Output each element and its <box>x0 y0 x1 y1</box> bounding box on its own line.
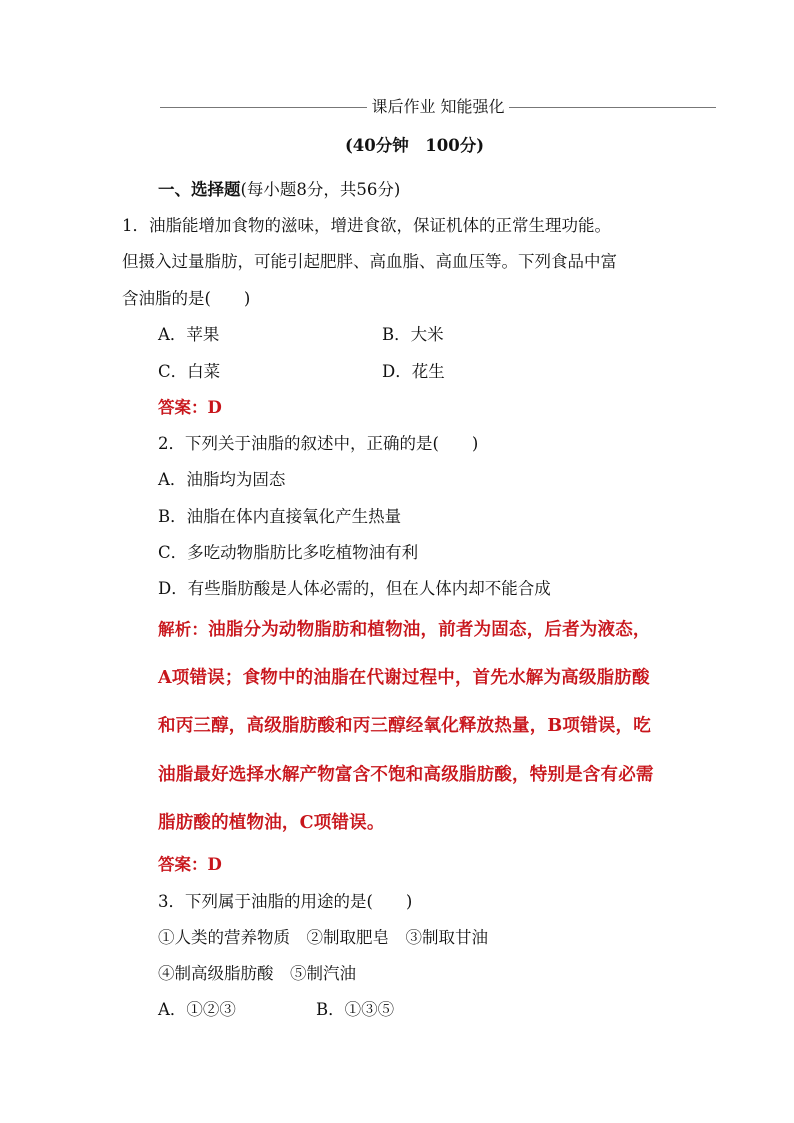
q3-items-line-2: ④制高级脂肪酸 ⑤制汽油 <box>158 964 356 983</box>
q1-option-d: D．花生 <box>382 362 445 381</box>
q2-analysis-line-2: A项错误；食物中的油脂在代谢过程中，首先水解为高级脂肪酸 <box>158 668 650 688</box>
q1-answer <box>158 397 222 419</box>
q3-option-a: A．①②③ <box>158 1000 236 1019</box>
section-title-row <box>158 179 400 201</box>
q2-analysis-line-3: 和丙三醇，高级脂肪酸和丙三醇经氧化释放热量，B项错误，吃 <box>158 716 651 736</box>
q3-stem: 3．下列属于油脂的用途的是( ) <box>158 892 413 911</box>
q2-answer-label: 答案： <box>158 855 208 874</box>
q2-analysis-text-1: 油脂分为动物脂肪和植物油，前者为固态，后者为液态， <box>208 620 651 640</box>
q1-line-1: 1．油脂能增加食物的滋味，增进食欲，保证机体的正常生理功能。 <box>122 216 611 235</box>
q2-analysis-line-1 <box>158 619 651 641</box>
q1-line-2: 但摄入过量脂肪，可能引起肥胖、高血脂、高血压等。下列食品中富 <box>122 252 617 271</box>
header-title: 课后作业 知能强化 <box>371 97 505 116</box>
q2-option-d: D．有些脂肪酸是人体必需的，但在人体内却不能合成 <box>158 579 551 598</box>
header-rule-right <box>509 107 716 108</box>
q2-analysis-line-4: 油脂最好选择水解产物富含不饱和高级脂肪酸，特别是含有必需 <box>158 765 654 785</box>
q1-line-3: 含油脂的是( ) <box>122 289 251 308</box>
time-score: (40分钟 100分) <box>345 136 485 155</box>
section-note: (每小题8分，共56分) <box>240 180 401 199</box>
q2-analysis-line-5: 脂肪酸的植物油，C项错误。 <box>158 813 385 833</box>
section-title: 一、选择题 <box>158 180 241 199</box>
q2-option-b: B．油脂在体内直接氧化产生热量 <box>158 507 402 526</box>
q1-option-b: B．大米 <box>382 325 444 344</box>
page-header <box>160 96 716 118</box>
q1-answer-label: 答案： <box>158 398 208 417</box>
q2-option-a: A．油脂均为固态 <box>158 470 286 489</box>
header-rule-left <box>160 107 367 108</box>
q2-analysis-label: 解析： <box>158 620 209 639</box>
q1-option-c: C．白菜 <box>158 362 221 381</box>
q2-answer-value: D <box>207 855 222 874</box>
q2-answer <box>158 854 222 876</box>
q1-answer-value: D <box>207 398 222 417</box>
q3-items-line-1: ①人类的营养物质 ②制取肥皂 ③制取甘油 <box>158 928 488 947</box>
q1-option-a: A．苹果 <box>158 325 220 344</box>
q2-option-c: C．多吃动物脂肪比多吃植物油有利 <box>158 543 419 562</box>
q3-option-b: B．①③⑤ <box>316 1000 395 1019</box>
q2-stem: 2．下列关于油脂的叙述中，正确的是( ) <box>158 434 479 453</box>
